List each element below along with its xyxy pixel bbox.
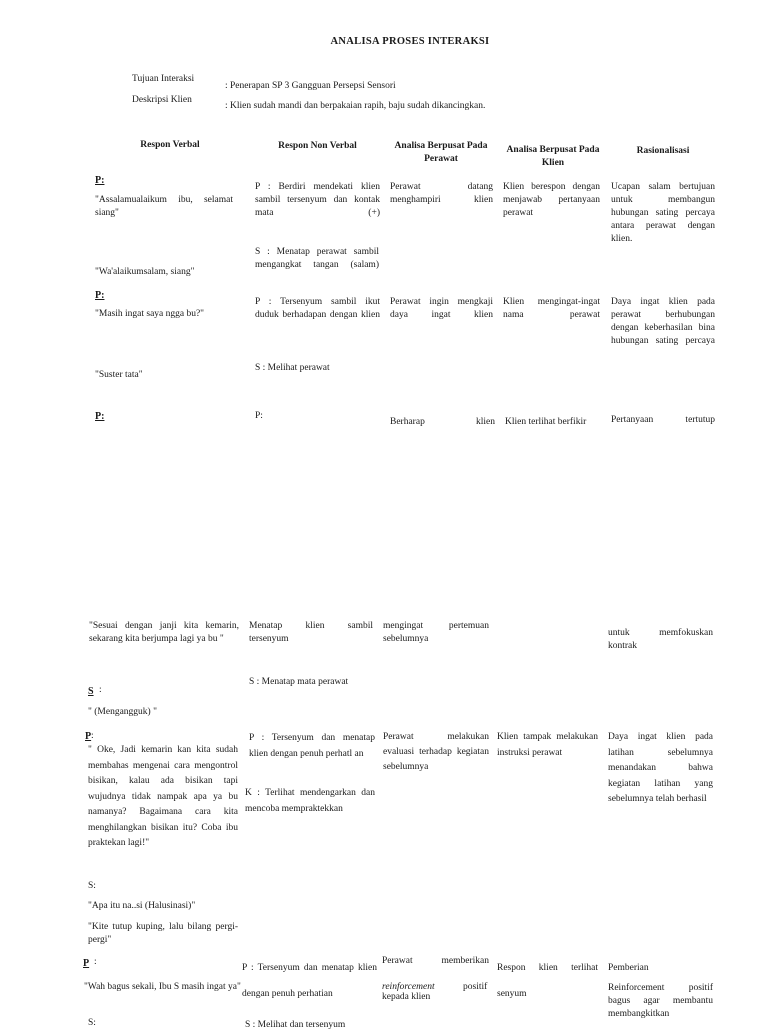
header-klien: Analisa Berpusat Pada Klien	[506, 145, 600, 168]
r1-nonverbal-s: S : Menatap perawat sambil mengangkat tangan (salam)	[255, 247, 379, 270]
r3-nonverbal-p: Menatap klien sambil tersenyum	[249, 621, 373, 644]
header-nonverbal: Respon Non Verbal	[278, 141, 357, 151]
header-verbal: Respon Verbal	[140, 140, 200, 150]
r1-perawat: Perawat datang menghampiri klien	[390, 182, 493, 205]
r5-verbal-p: "Wah bagus sekali, Ibu S masih ingat ya"	[84, 982, 241, 992]
page-title: ANALISA PROSES INTERAKSI	[330, 36, 490, 47]
header-rasional: Rasionalisasi	[636, 146, 690, 156]
r5-perawat-a: Perawat memberikan	[382, 956, 489, 966]
r5-nonverbal-p: P : Tersenyum dan menatap klien dengan penuh perhatian	[242, 963, 377, 999]
r3-perawat-bottom: mengingat pertemuan sebelumnya	[383, 621, 489, 644]
r1-rasional: Ucapan salam bertujuan untuk membangun hubungan sating percaya antara perawat dengan klien.	[611, 182, 715, 244]
header-perawat: Analisa Berpusat Pada Perawat	[394, 141, 488, 164]
r1-klien: Klien berespon dengan menjawab pertanyaan perawat	[503, 182, 600, 218]
r5-rasional-b: Reinforcement positif bagus agar membantu membangkitkan	[608, 983, 713, 1019]
r4-p-colon: :	[91, 731, 94, 741]
r5-s-mark: S:	[88, 1018, 96, 1028]
r5-nonverbal-s: S : Melihat dan tersenyum	[245, 1020, 346, 1030]
r1-verbal-s: "Wa'alaikumsalam, siang"	[95, 267, 195, 277]
r2-verbal-s: "Suster tata"	[95, 370, 143, 380]
r5-p-mark: P	[83, 958, 90, 969]
r2-nonverbal-p: P : Tersenyum sambil ikut duduk berhadapan dengan klien	[255, 297, 380, 320]
r4-p-mark: P	[85, 731, 92, 742]
r5-perawat-b: positif	[463, 982, 488, 992]
r3-verbal-p: "Sesuai dengan janji kita kemarin, sekarang kita berjumpa lagi ya bu "	[89, 621, 239, 644]
r5-perawat-c: kepada klien	[382, 992, 431, 1002]
r3-rasional-bottom: untuk memfokuskan kontrak	[608, 628, 713, 651]
r3-s-mark: S	[88, 686, 94, 697]
r5-klien: Respon klien terlihat senyum	[497, 963, 598, 999]
r4-verbal-s2: "Kite tutup kuping, lalu bilang pergi-pergi"	[88, 922, 238, 945]
r1-nonverbal-p: P : Berdiri mendekati klien sambil tersenyum dan kontak mata (+)	[255, 182, 380, 218]
r3-perawat-top: Berharap klien	[390, 417, 495, 427]
r3-s-colon: :	[99, 685, 102, 695]
r5-rasional-a: Pemberian	[608, 963, 649, 973]
r4-nonverbal-p: P : Tersenyum dan menatap klien dengan penuh perhatl an	[249, 733, 375, 759]
r5-p-colon: :	[94, 957, 97, 967]
r2-p-mark: P:	[95, 290, 105, 301]
deskripsi-value: : Klien sudah mandi dan berpakaian rapih, baju sudah dikancingkan.	[225, 101, 486, 111]
tujuan-label: Tujuan Interaksi	[132, 74, 195, 84]
deskripsi-label: Deskripsi Klien	[132, 95, 192, 105]
r2-perawat: Perawat ingin mengkaji daya ingat klien	[390, 297, 493, 320]
r1-p-mark: P:	[95, 175, 105, 186]
r4-verbal-s1: "Apa itu na..si (Halusinasi)"	[88, 901, 196, 911]
r2-rasional: Daya ingat klien pada perawat berhubungan dengan keberhasilan bina hubungan sating percaya	[611, 297, 715, 346]
r2-nonverbal-s: S : Melihat perawat	[255, 363, 330, 373]
r4-nonverbal-k: K : Terlihat mendengarkan dan mencoba mempraktekkan	[245, 788, 375, 814]
r3-nonverbal-s: S : Menatap mata perawat	[249, 677, 349, 687]
r3-rasional-top: Pertanyaan tertutup	[611, 415, 715, 425]
r3-klien: Klien terlihat berfikir	[505, 417, 587, 427]
r4-s-mark: S:	[88, 881, 96, 891]
r4-verbal-p: " Oke, Jadi kemarin kan kita sudah membahas mengenai cara mengontrol bisikan, kalau ada bisikan tapi wujudnya tidak nampak apa ya bu namanya? Bagaimana cara kita menghilangkan bisikan itu? Coba ibu praktekan lagi!"	[88, 745, 238, 848]
r4-klien: Klien tampak melakukan instruksi perawat	[497, 732, 598, 758]
r4-rasional: Daya ingat klien pada latihan sebelumnya menandakan bahwa kegiatan latihan yang sebelumnya telah berhasil	[608, 732, 713, 804]
r5-perawat-italic: reinforcement	[382, 982, 435, 992]
r4-perawat: Perawat melakukan evaluasi terhadap kegiatan sebelumnya	[383, 732, 489, 772]
r1-verbal-p: "Assalamualaikum ibu, selamat siang"	[95, 195, 233, 218]
r3-verbal-s: " (Mengangguk) "	[88, 707, 157, 717]
r3-nonverbal-mark: P:	[255, 411, 263, 421]
r3-p-mark: P:	[95, 411, 105, 422]
tujuan-value: : Penerapan SP 3 Gangguan Persepsi Sensori	[225, 81, 396, 91]
r2-klien: Klien mengingat-ingat nama perawat	[503, 297, 600, 320]
r2-verbal-p: "Masih ingat saya ngga bu?"	[95, 309, 205, 319]
